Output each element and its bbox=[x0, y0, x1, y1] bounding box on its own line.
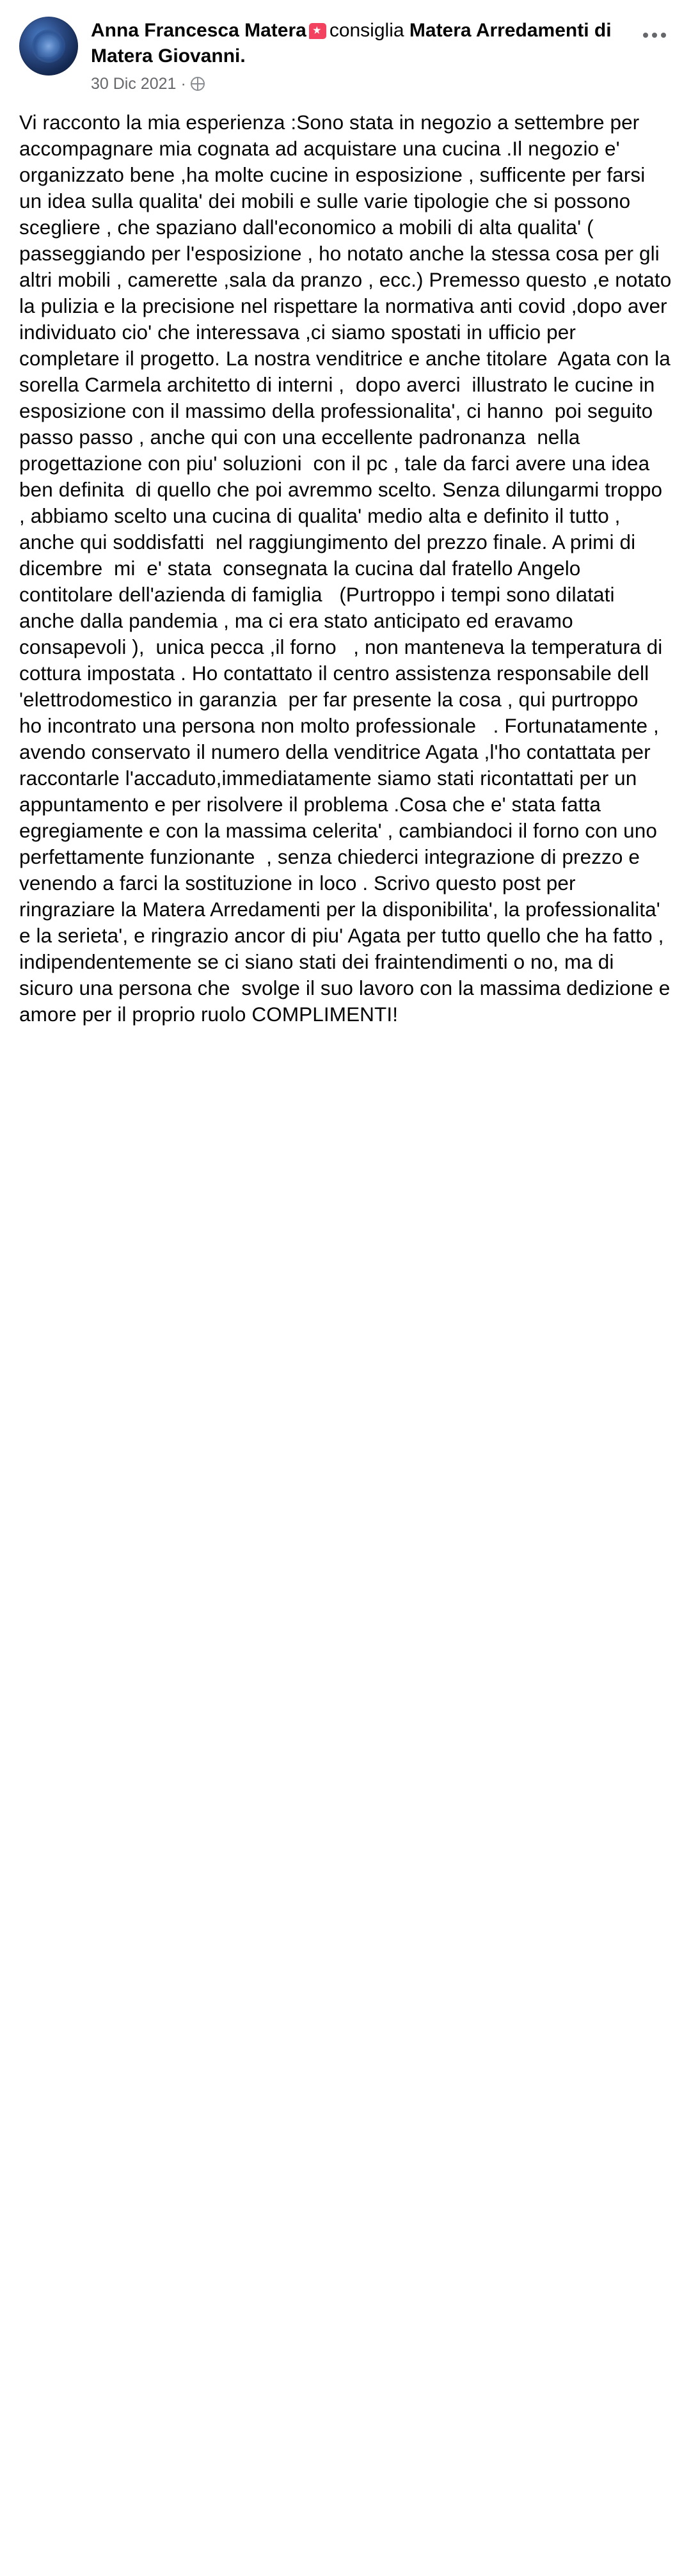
globe-public-icon[interactable] bbox=[191, 77, 205, 91]
post-author-block bbox=[91, 17, 672, 94]
recommended-page-link[interactable]: Matera Arredamenti di Matera Giovanni. bbox=[91, 20, 612, 67]
recommend-verb: consiglia bbox=[329, 20, 404, 41]
meta-separator: · bbox=[180, 75, 186, 93]
more-dot-icon bbox=[643, 33, 648, 38]
post-meta bbox=[91, 74, 621, 94]
author-name-line bbox=[91, 18, 621, 69]
post-header bbox=[19, 17, 672, 94]
post-timestamp[interactable]: 30 Dic 2021 bbox=[91, 75, 177, 93]
recommend-star-icon bbox=[309, 23, 326, 39]
more-options-button[interactable] bbox=[637, 22, 672, 49]
rose-decoration bbox=[32, 29, 65, 63]
more-dot-icon bbox=[661, 33, 666, 38]
recommendation-post bbox=[0, 0, 691, 1053]
more-dot-icon bbox=[652, 33, 657, 38]
post-text: Vi racconto la mia esperienza :Sono stata in negozio a settembre per accompagnare mia cognata ad acquistare una cucina .Il negozio e' organizzato bene ,ha molte cucine in esposizione , sufficente per farsi un idea sulla qualita' dei mobili e sulle varie tipologie che si possono scegliere , che spaziano dall'economico a mobili di alta qualita' ( passeggiando per l'esposizione , ho notato anche la stessa cosa per gli altri mobili , camerette ,sala da pranzo , ecc.) Premesso questo ,e notato la pulizia e la precisione nel rispettare la normativa anti covid ,dopo aver individuato cio' che interessava ,ci siamo spostati in ufficio per completare il progetto. La nostra venditrice e anche titolare Agata con la sorella Carmela architetto di interni , dopo averci illustrato le cucine in esposizione con il massimo della professionalita', ci hanno poi seguito passo passo , anche qui con una eccellente padronanza nella progettazione con piu' soluzioni con il pc , tale da farci avere una idea ben definita di quello che poi avremmo scelto. Senza dilungarmi troppo , abbiamo scelto una cucina di qualita' medio alta e definito il tutto , anche qui soddisfatti nel raggiungimento del prezzo finale. A primi di dicembre mi e' stata consegnata la cucina dal fratello Angelo contitolare dell'azienda di famiglia (Purtroppo i tempi sono dilatati anche dalla pandemia , ma ci era stato anticipato ed eravamo consapevoli ), unica pecca ,il forno , non manteneva la temperatura di cottura impostata . Ho contattato il centro assistenza responsabile dell 'elettrodomestico in garanzia per far presente la cosa , qui purtroppo ho incontrato una persona non molto professionale . Fortunatamente , avendo conservato il numero della venditrice Agata ,l'ho contattata per raccontarle l'accaduto,immediatamente siamo stati ricontattati per un appuntamento e per risolvere il problema .Cosa che e' stata fatta egregiamente e con la massima celerita' , cambiandoci il forno con uno perfettamente funzionante , senza chiederci integrazione di prezzo e venendo a farci la sostituzione in loco . Scrivo questo post per ringraziare la Matera Arredamenti per la disponibilita', la professionalita' e la serieta', e ringrazio ancor di piu' Agata per tutto quello che ha fatto , indipendentemente se ci siano stati dei fraintendimenti o no, ma di sicuro una persona che svolge il suo lavoro con la massima dedizione e amore per il proprio ruolo COMPLIMENTI! bbox=[19, 111, 678, 1026]
avatar[interactable] bbox=[19, 17, 78, 76]
author-name-link[interactable]: Anna Francesca Matera bbox=[91, 20, 306, 41]
